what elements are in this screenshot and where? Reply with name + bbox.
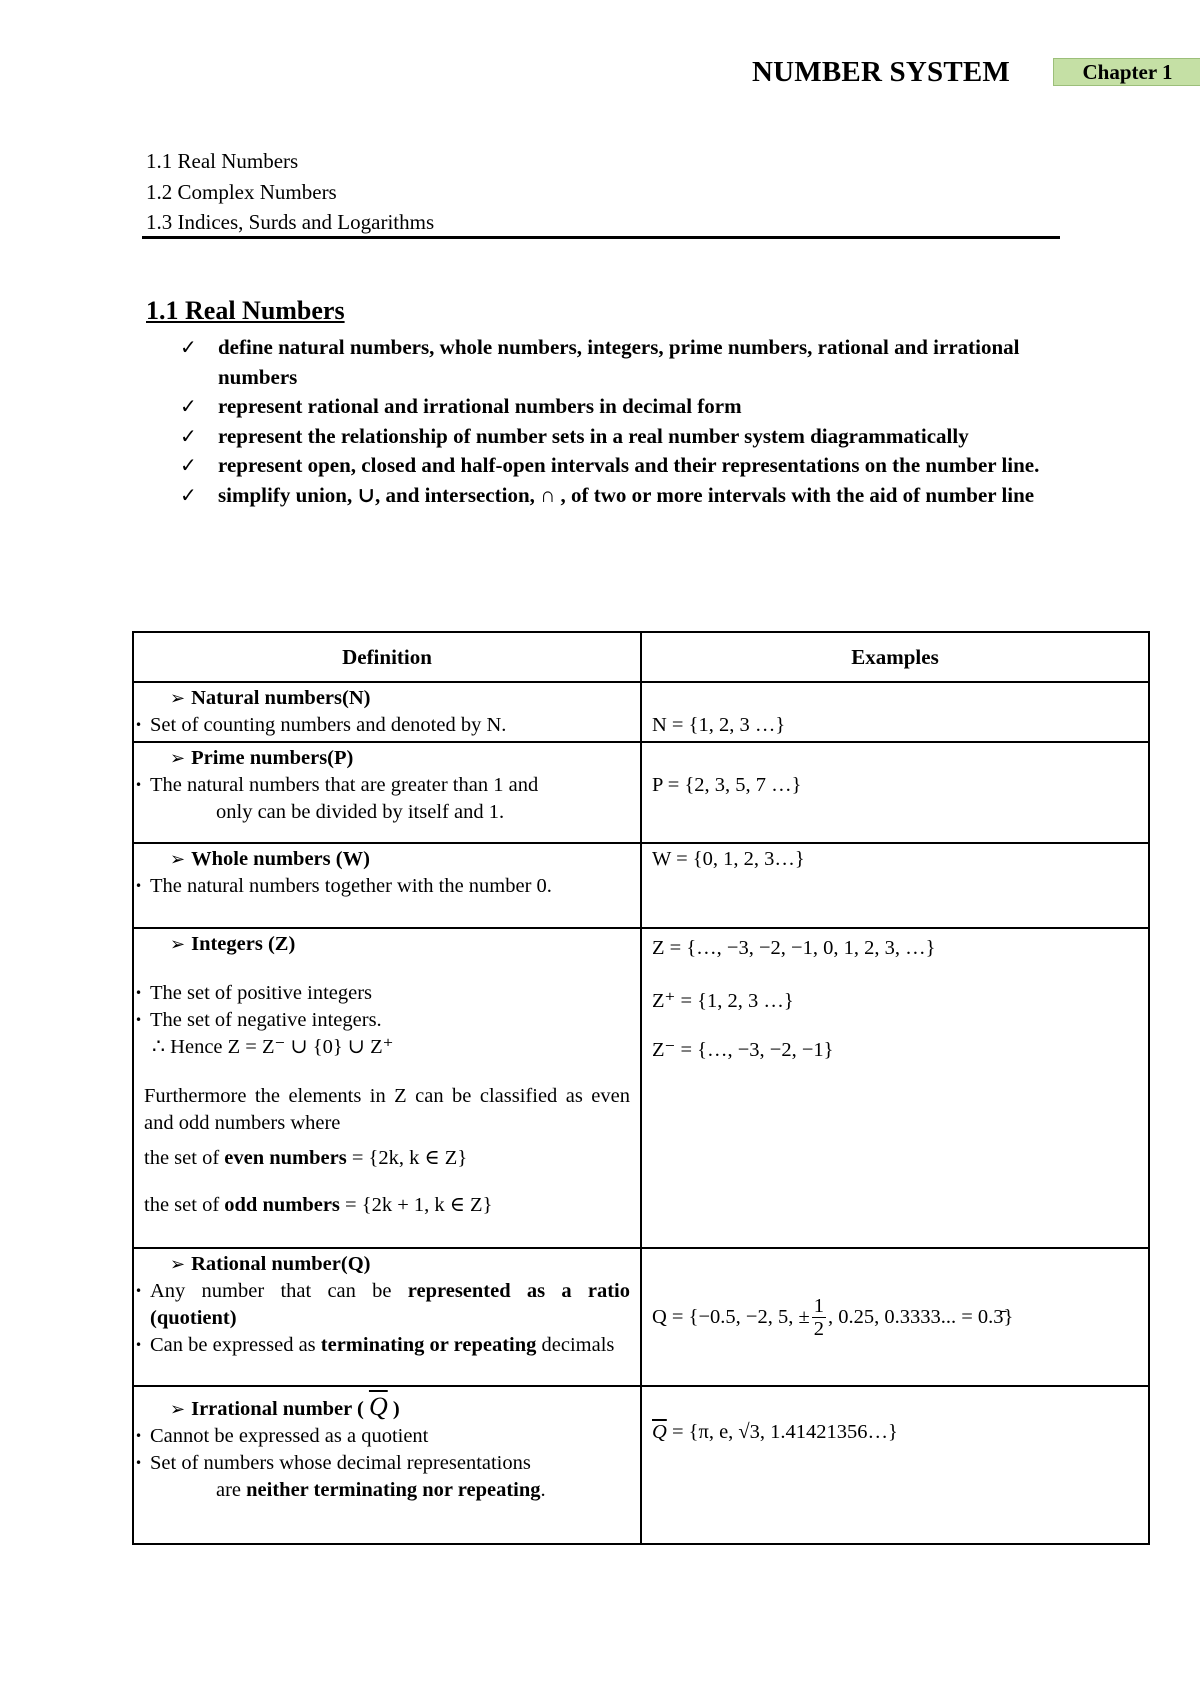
- term-prime: Prime numbers(P): [191, 747, 354, 769]
- odd-set: = {2k + 1, k ∈ Z}: [339, 1194, 493, 1216]
- example-positive: Z⁺ = {1, 2, 3 …}: [652, 990, 794, 1012]
- desc-positive: The set of positive integers: [150, 982, 373, 1004]
- bullet-icon: •: [135, 986, 143, 1000]
- desc-rational-2-bold: terminating or repeating: [320, 1334, 537, 1356]
- desc-irrational-3-prefix: are: [216, 1479, 247, 1501]
- definition-cell: [133, 843, 641, 928]
- q-bar-symbol: $\overline{Q}$: [368, 1392, 388, 1421]
- table-row: [133, 928, 1149, 1248]
- rational-example-suffix: , 0.25, 0.3333... = 0.3̄}: [827, 1305, 1014, 1328]
- example-cell: [641, 1386, 1149, 1544]
- arrow-bullet-icon: ➢: [170, 688, 186, 709]
- table-of-contents: [146, 146, 434, 238]
- objective-item: [180, 422, 1060, 452]
- term-natural: Natural numbers(N): [191, 687, 371, 709]
- desc-rational-2-prefix: Can be expressed as: [150, 1334, 321, 1356]
- toc-item-1: 1.1 Real Numbers: [146, 149, 299, 173]
- odd-prefix: the set of: [144, 1194, 225, 1216]
- table-row: [133, 742, 1149, 843]
- section-heading: 1.1 Real Numbers: [146, 296, 345, 325]
- example-natural: N = {1, 2, 3 …}: [652, 714, 786, 736]
- table-row: [133, 1248, 1149, 1386]
- check-icon: ✓: [180, 394, 197, 418]
- example-integers: Z = {…, −3, −2, −1, 0, 1, 2, 3, …}: [652, 937, 936, 959]
- desc-irrational-3-suffix: .: [540, 1479, 546, 1501]
- objective-item: [180, 333, 1060, 392]
- bullet-icon: •: [135, 778, 143, 792]
- definition-cell: [133, 682, 641, 742]
- check-icon: ✓: [180, 453, 197, 477]
- term-whole: Whole numbers (W): [191, 848, 370, 870]
- definition-cell: [133, 742, 641, 843]
- example-negative: Z⁻ = {…, −3, −2, −1}: [652, 1039, 834, 1061]
- desc-irrational-3-bold: neither terminating nor repeating: [246, 1479, 541, 1501]
- example-cell: [641, 928, 1149, 1248]
- desc-rational-2-suffix: decimals: [536, 1334, 615, 1356]
- odd-label: odd numbers: [224, 1194, 340, 1216]
- desc-irrational-1: Cannot be expressed as a quotient: [150, 1425, 429, 1447]
- arrow-bullet-icon: ➢: [170, 1399, 186, 1420]
- term-integers: Integers (Z): [191, 933, 296, 955]
- objective-item: [180, 481, 1060, 511]
- fraction-denominator: 2: [813, 1317, 824, 1340]
- desc-prime-2: only can be divided by itself and 1.: [216, 801, 505, 823]
- irrational-example-rest: = {π, e, √3, 1.41421356…}: [666, 1421, 898, 1443]
- example-cell: [641, 843, 1149, 928]
- q-bar-example-symbol: $\overline{Q}$: [652, 1421, 667, 1443]
- example-irrational: [652, 1389, 1138, 1446]
- check-icon: ✓: [180, 423, 197, 448]
- toc-item-2: 1.2 Complex Numbers: [146, 179, 337, 204]
- example-prime: P = {2, 3, 5, 7 …}: [652, 774, 802, 796]
- bullet-icon: •: [135, 718, 143, 732]
- table-header-row: [133, 632, 1149, 682]
- desc-negative: The set of negative integers.: [150, 1009, 382, 1031]
- bullet-icon: •: [135, 1456, 143, 1470]
- table-row: [133, 1386, 1149, 1544]
- bullet-icon: •: [135, 1338, 143, 1352]
- learning-objectives: [180, 333, 1060, 510]
- fraction-half: [812, 1295, 826, 1340]
- toc-divider: [142, 236, 1060, 239]
- check-icon: ✓: [180, 335, 197, 359]
- objective-text: represent the relationship of number sets in a real number system diagrammatically: [218, 423, 969, 448]
- definition-cell: [133, 1386, 641, 1544]
- desc-rational-1-bold: represented as a ratio (quotient): [150, 1280, 630, 1329]
- even-set: = {2k, k ∈ Z}: [346, 1147, 468, 1169]
- table-row: [133, 682, 1149, 742]
- even-label: even numbers: [224, 1147, 347, 1169]
- desc-natural: Set of counting numbers and denoted by N.: [150, 714, 507, 736]
- example-cell: [641, 742, 1149, 843]
- bullet-icon: •: [135, 879, 143, 893]
- definitions-table: [132, 631, 1150, 1545]
- bullet-icon: •: [135, 1013, 143, 1027]
- toc-item-3: 1.3 Indices, Surds and Logarithms: [146, 210, 435, 234]
- header-examples: Examples: [641, 632, 1149, 682]
- objective-item: [180, 451, 1060, 481]
- example-cell: [641, 682, 1149, 742]
- term-irrational-suffix: ): [387, 1398, 400, 1420]
- desc-furthermore: Furthermore the elements in Z can be classified as even and odd numbers where: [144, 1085, 630, 1134]
- desc-rational-1-prefix: Any number that can be: [150, 1280, 408, 1302]
- desc-whole: The natural numbers together with the number 0.: [150, 875, 552, 897]
- term-rational: Rational number(Q): [191, 1253, 371, 1275]
- bullet-icon: •: [135, 1284, 143, 1298]
- check-icon: ✓: [180, 482, 197, 507]
- table-row: [133, 843, 1149, 928]
- desc-irrational-2: Set of numbers whose decimal representations: [150, 1452, 531, 1474]
- arrow-bullet-icon: ➢: [170, 934, 186, 955]
- example-cell: [641, 1248, 1149, 1386]
- term-irrational-prefix: Irrational number (: [191, 1398, 369, 1420]
- objective-text: represent open, closed and half-open intervals and their representations on the number line.: [218, 453, 1040, 477]
- objective-text: define natural numbers, whole numbers, integers, prime numbers, rational and irrational numbers: [218, 335, 1020, 389]
- objective-text: represent rational and irrational numbers in decimal form: [218, 394, 742, 418]
- desc-prime-1: The natural numbers that are greater than 1 and: [150, 774, 539, 796]
- desc-hence: ∴ Hence Z = Z⁻ ∪ {0} ∪ Z⁺: [152, 1036, 394, 1058]
- objective-text: simplify union, ∪, and intersection, ∩ , of two or more intervals with the aid of number line: [218, 482, 1035, 507]
- arrow-bullet-icon: ➢: [170, 748, 186, 769]
- arrow-bullet-icon: ➢: [170, 1254, 186, 1275]
- definition-cell: [133, 1248, 641, 1386]
- chapter-badge: Chapter 1: [1053, 58, 1200, 86]
- even-prefix: the set of: [144, 1147, 225, 1169]
- rational-example-prefix: Q = {−0.5, −2, 5, ±: [652, 1305, 810, 1328]
- chapter-title: NUMBER SYSTEM: [752, 56, 1010, 88]
- arrow-bullet-icon: ➢: [170, 849, 186, 870]
- objective-item: [180, 392, 1060, 422]
- header-definition: Definition: [133, 632, 641, 682]
- example-rational: [652, 1295, 1138, 1340]
- fraction-numerator: 1: [813, 1294, 824, 1317]
- bullet-icon: •: [135, 1429, 143, 1443]
- definition-cell: [133, 928, 641, 1248]
- example-whole: W = {0, 1, 2, 3…}: [652, 848, 805, 870]
